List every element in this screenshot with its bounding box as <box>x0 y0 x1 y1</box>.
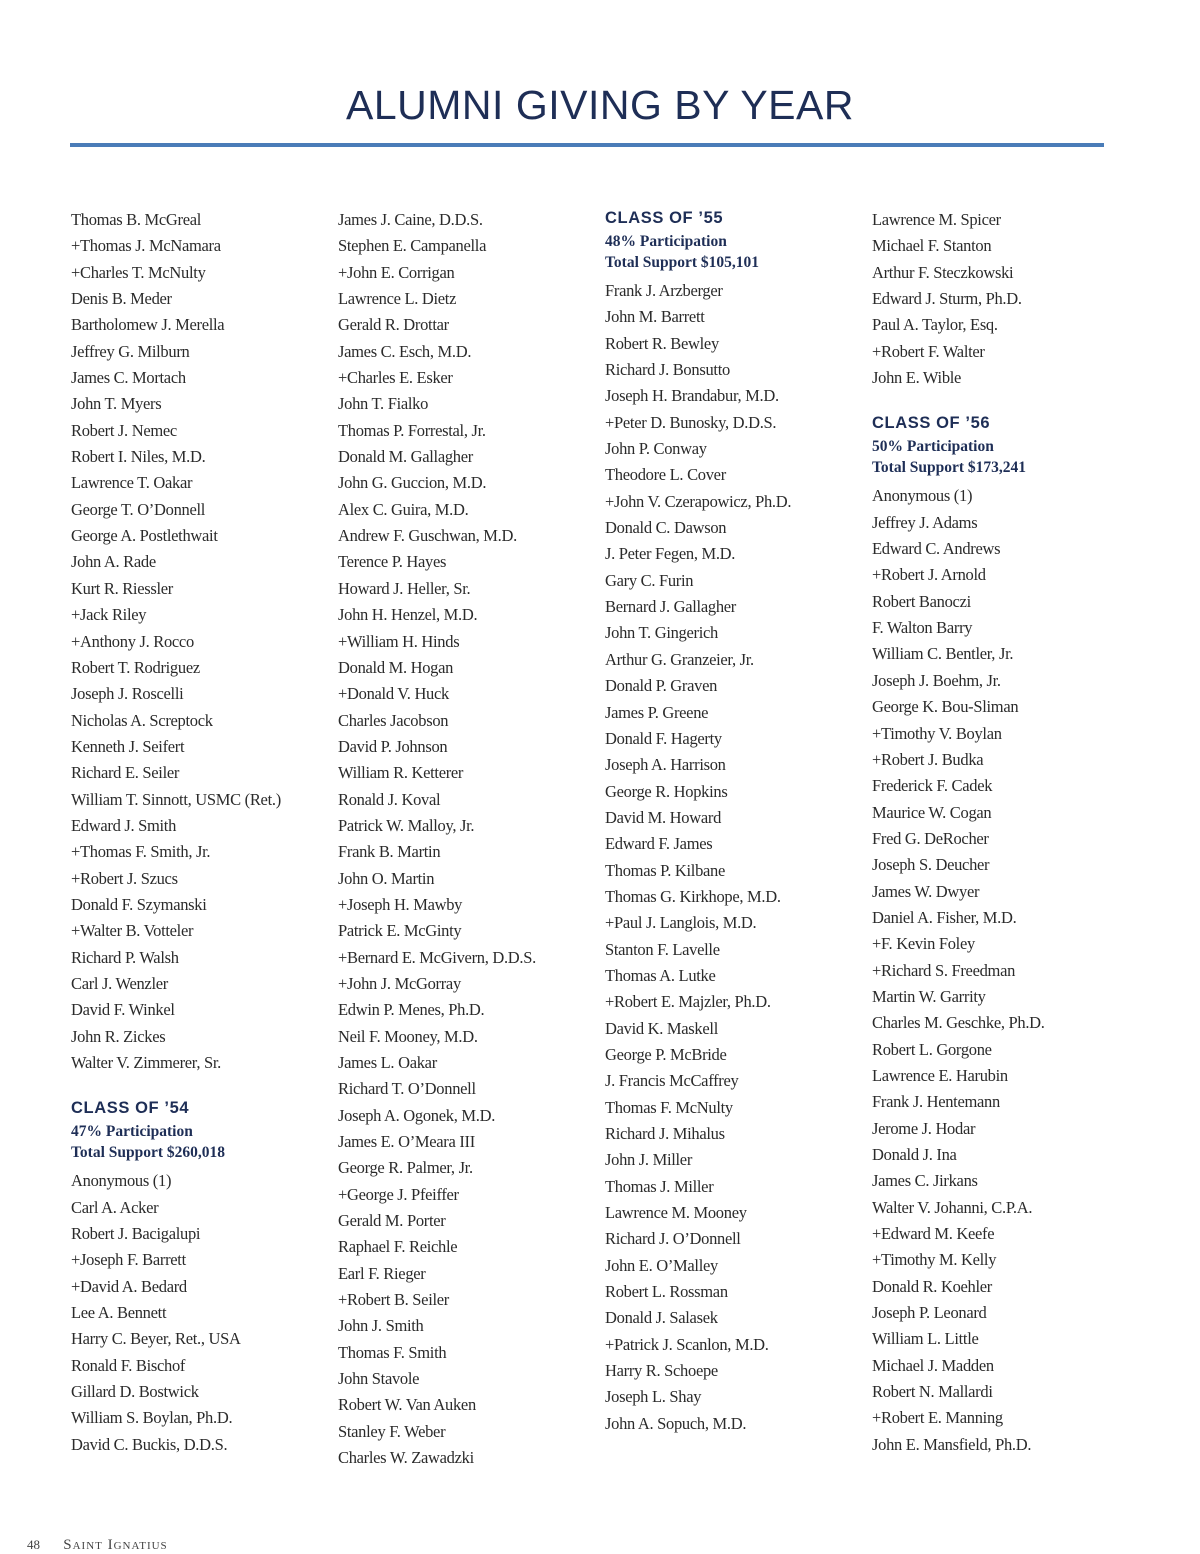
donor-name: Robert W. Van Auken <box>338 1395 476 1415</box>
donor-name: John O. Martin <box>338 868 435 888</box>
donor-name: William R. Ketterer <box>338 763 464 783</box>
donor-name: Robert N. Mallardi <box>872 1382 993 1402</box>
donor-name: John E. Mansfield, Ph.D. <box>872 1434 1032 1454</box>
donor-name: Gillard D. Bostwick <box>71 1382 199 1402</box>
donor-name: James C. Jirkans <box>872 1171 978 1191</box>
donor-name: Michael J. Madden <box>872 1355 994 1375</box>
donor-name: +John V. Czerapowicz, Ph.D. <box>605 491 792 511</box>
donor-name: William S. Boylan, Ph.D. <box>71 1408 233 1428</box>
donor-name: +Robert E. Majzler, Ph.D. <box>605 992 771 1012</box>
donor-name: David K. Maskell <box>605 1018 718 1038</box>
donor-name: Patrick E. McGinty <box>338 921 462 941</box>
donor-name: Lawrence M. Spicer <box>872 210 1001 229</box>
donor-name: Richard J. O’Donnell <box>605 1229 741 1249</box>
donor-name: +Thomas J. McNamara <box>71 236 221 256</box>
donor-name: John P. Conway <box>605 439 707 459</box>
donor-name: Arthur F. Steczkowski <box>872 262 1014 282</box>
donor-name: Nicholas A. Screptock <box>71 710 213 730</box>
donor-name: Richard T. O’Donnell <box>338 1079 476 1099</box>
donor-name: David F. Winkel <box>71 1000 175 1020</box>
donor-name: Howard J. Heller, Sr. <box>338 578 471 598</box>
page-footer <box>27 1537 168 1554</box>
donor-name: George P. McBride <box>605 1044 727 1064</box>
donor-name: Gerald R. Drottar <box>338 315 449 335</box>
donor-name: Donald M. Gallagher <box>338 447 473 467</box>
donor-name: +Timothy V. Boylan <box>872 723 1002 743</box>
donor-name: Edward J. Smith <box>71 815 177 835</box>
donor-name: Stanton F. Lavelle <box>605 939 720 959</box>
donor-name: Robert I. Niles, M.D. <box>71 447 206 467</box>
donor-name: John E. Wible <box>872 368 962 388</box>
donor-name: +Timothy M. Kelly <box>872 1250 997 1270</box>
class-section <box>71 1097 321 1458</box>
donor-name: George A. Postlethwait <box>71 526 218 546</box>
donor-name: George R. Hopkins <box>605 781 728 801</box>
donor-name: James J. Caine, D.D.S. <box>338 210 483 229</box>
donor-name: Robert Banoczi <box>872 591 971 611</box>
donor-name: +John E. Corrigan <box>338 262 455 282</box>
name-list <box>338 207 588 1472</box>
donor-name: Donald M. Hogan <box>338 657 454 677</box>
donor-name: John E. O’Malley <box>605 1255 718 1275</box>
donor-name: Richard J. Bonsutto <box>605 360 730 380</box>
donor-name: Carl J. Wenzler <box>71 973 168 993</box>
donor-name: William C. Bentler, Jr. <box>872 644 1014 664</box>
column-3 <box>605 207 855 1437</box>
donor-name: +Robert J. Budka <box>872 749 984 769</box>
donor-name: Frank J. Hentemann <box>872 1092 1000 1112</box>
page-number: 48 <box>27 1537 40 1552</box>
donor-name: +Charles E. Esker <box>338 368 453 388</box>
donor-name: Edward J. Sturm, Ph.D. <box>872 289 1022 309</box>
donor-name: +Robert J. Szucs <box>71 868 178 888</box>
donor-name: John R. Zickes <box>71 1026 166 1046</box>
donor-name: John A. Rade <box>71 552 156 572</box>
donor-name: Ronald F. Bischof <box>71 1355 186 1375</box>
donor-name: Arthur G. Granzeier, Jr. <box>605 649 754 669</box>
donor-name: +Robert F. Walter <box>872 341 985 361</box>
donor-name: James C. Mortach <box>71 368 186 388</box>
donor-name: William L. Little <box>872 1329 979 1349</box>
donor-name: Joseph A. Harrison <box>605 755 726 775</box>
donor-name: Maurice W. Cogan <box>872 802 992 822</box>
donor-name: Robert L. Gorgone <box>872 1039 992 1059</box>
donor-name: George T. O’Donnell <box>71 499 206 519</box>
donor-name: Joseph P. Leonard <box>872 1303 987 1323</box>
donor-name: Paul A. Taylor, Esq. <box>872 315 998 335</box>
class-heading: CLASS OF ’56 <box>872 414 991 433</box>
donor-name: +Edward M. Keefe <box>872 1224 995 1244</box>
donor-name: William T. Sinnott, USMC (Ret.) <box>71 789 281 809</box>
column-1 <box>71 207 321 1458</box>
donor-name: Charles W. Zawadzki <box>338 1448 474 1468</box>
donor-name: +Jack Riley <box>71 605 147 625</box>
donor-name: Kenneth J. Seifert <box>71 736 185 756</box>
donor-name: Thomas G. Kirkhope, M.D. <box>605 886 781 906</box>
donor-name: Richard E. Seiler <box>71 763 180 783</box>
donor-name: Richard P. Walsh <box>71 947 179 967</box>
title-rule <box>70 143 1104 147</box>
donor-name: John A. Sopuch, M.D. <box>605 1413 747 1433</box>
donor-name: Earl F. Rieger <box>338 1263 426 1283</box>
donor-name: J. Francis McCaffrey <box>605 1071 739 1091</box>
donor-name: John Stavole <box>338 1369 420 1389</box>
donor-name: Raphael F. Reichle <box>338 1237 458 1257</box>
donor-name: James C. Esch, M.D. <box>338 341 472 361</box>
donor-name: David P. Johnson <box>338 736 448 756</box>
donor-name: Donald C. Dawson <box>605 518 727 538</box>
donor-name: +Patrick J. Scanlon, M.D. <box>605 1334 769 1354</box>
page-title: ALUMNI GIVING BY YEAR <box>346 82 854 128</box>
donor-name: Joseph J. Roscelli <box>71 684 184 704</box>
donor-name: James W. Dwyer <box>872 881 980 901</box>
donor-name: Thomas J. Miller <box>605 1176 714 1196</box>
donor-name: Frank J. Arzberger <box>605 281 723 300</box>
donor-name: Donald F. Szymanski <box>71 894 207 914</box>
donor-name: Martin W. Garrity <box>872 986 986 1006</box>
donor-name: +Walter B. Votteler <box>71 921 194 941</box>
donor-name: Patrick W. Malloy, Jr. <box>338 815 475 835</box>
donor-name: Bartholomew J. Merella <box>71 315 225 335</box>
total-support: Total Support $173,241 <box>872 459 1027 477</box>
donor-name: Anonymous (1) <box>71 1171 172 1191</box>
donor-name: +Robert J. Arnold <box>872 565 986 585</box>
donor-name: Lawrence T. Oakar <box>71 473 193 493</box>
donor-name: Donald F. Hagerty <box>605 728 722 748</box>
donor-name: Robert J. Bacigalupi <box>71 1224 201 1244</box>
donor-name: Robert L. Rossman <box>605 1282 728 1302</box>
donor-name: +Joseph F. Barrett <box>71 1250 186 1270</box>
donor-name: +Robert B. Seiler <box>338 1290 449 1310</box>
donor-name: Walter V. Zimmerer, Sr. <box>71 1053 221 1072</box>
donor-name: +Charles T. McNulty <box>71 262 206 282</box>
donor-name: John T. Gingerich <box>605 623 718 643</box>
donor-name: Donald J. Salasek <box>605 1308 718 1328</box>
donor-name: Thomas F. Smith <box>338 1342 447 1362</box>
participation-rate: 50% Participation <box>872 438 994 456</box>
donor-name: Terence P. Hayes <box>338 552 447 572</box>
donor-name: +Anthony J. Rocco <box>71 631 194 651</box>
donor-name: Thomas B. McGreal <box>71 210 202 229</box>
donor-name: Thomas P. Kilbane <box>605 860 726 880</box>
donor-name: Stephen E. Campanella <box>338 236 487 256</box>
donor-name: Daniel A. Fisher, M.D. <box>872 907 1017 927</box>
class-stats <box>71 1121 321 1163</box>
donor-name: Edward C. Andrews <box>872 539 1001 559</box>
donor-name: +William H. Hinds <box>338 631 460 651</box>
donor-name: John H. Henzel, M.D. <box>338 605 478 625</box>
class-heading: CLASS OF ’55 <box>605 209 724 227</box>
class-section <box>872 412 1122 1458</box>
donor-name: Jeffrey J. Adams <box>872 512 978 532</box>
donor-name: +John J. McGorray <box>338 973 461 993</box>
donor-name: Andrew F. Guschwan, M.D. <box>338 526 517 546</box>
donor-name: Frank B. Martin <box>338 842 441 862</box>
donor-name: Edward F. James <box>605 834 713 854</box>
donor-name: Edwin P. Menes, Ph.D. <box>338 1000 485 1020</box>
donor-name: Lawrence E. Harubin <box>872 1065 1008 1085</box>
donor-name: Harry R. Schoepe <box>605 1361 718 1381</box>
donor-name: Joseph H. Brandabur, M.D. <box>605 386 779 406</box>
donor-name: Joseph L. Shay <box>605 1387 702 1407</box>
donor-name: +Richard S. Freedman <box>872 960 1016 980</box>
donor-name: Robert R. Bewley <box>605 333 719 353</box>
donor-name: J. Peter Fegen, M.D. <box>605 544 736 564</box>
donor-name: Denis B. Meder <box>71 289 172 309</box>
donor-name: David C. Buckis, D.D.S. <box>71 1434 228 1454</box>
donor-name: Thomas F. McNulty <box>605 1097 733 1117</box>
name-list <box>71 207 321 1076</box>
donor-name: John T. Myers <box>71 394 162 414</box>
participation-rate: 47% Participation <box>71 1123 193 1141</box>
donor-name: John J. Smith <box>338 1316 424 1336</box>
class-stats <box>605 231 855 273</box>
donor-name: +Bernard E. McGivern, D.D.S. <box>338 947 536 967</box>
donor-name: Richard J. Mihalus <box>605 1124 725 1143</box>
donor-name: James L. Oakar <box>338 1053 437 1072</box>
donor-name: John G. Guccion, M.D. <box>338 473 487 493</box>
donor-name: James E. O’Meara III <box>338 1132 475 1152</box>
donor-name: Joseph J. Boehm, Jr. <box>872 670 1001 690</box>
donor-name: Ronald J. Koval <box>338 789 441 809</box>
donor-name: +Paul J. Langlois, M.D. <box>605 913 757 933</box>
donor-name: +Peter D. Bunosky, D.D.S. <box>605 412 777 432</box>
donor-name: +George J. Pfeiffer <box>338 1184 459 1204</box>
donor-name: Walter V. Johanni, C.P.A. <box>872 1197 1033 1217</box>
donor-name: Neil F. Mooney, M.D. <box>338 1026 478 1046</box>
donor-name: Donald P. Graven <box>605 676 718 696</box>
donor-name: James P. Greene <box>605 702 709 722</box>
total-support: Total Support $105,101 <box>605 254 760 271</box>
donor-name: +Robert E. Manning <box>872 1408 1003 1428</box>
donor-name: George R. Palmer, Jr. <box>338 1158 473 1178</box>
class-heading: CLASS OF ’54 <box>71 1099 190 1118</box>
total-support: Total Support $260,018 <box>71 1144 226 1162</box>
column-2 <box>338 207 588 1472</box>
donor-name: F. Walton Barry <box>872 618 973 638</box>
donor-name: Kurt R. Riessler <box>71 578 173 598</box>
class-section <box>605 207 855 1437</box>
column-4 <box>872 207 1122 1458</box>
donor-name: Fred G. DeRocher <box>872 828 989 848</box>
donor-name: Charles M. Geschke, Ph.D. <box>872 1013 1045 1033</box>
donor-name: Thomas P. Forrestal, Jr. <box>338 420 486 440</box>
donor-name: Gerald M. Porter <box>338 1211 446 1231</box>
donor-name: Robert J. Nemec <box>71 420 177 440</box>
publication-name: Saint Ignatius <box>63 1537 168 1553</box>
donor-name: Jerome J. Hodar <box>872 1118 976 1138</box>
donor-name: Donald J. Ina <box>872 1145 957 1164</box>
donor-name: Jeffrey G. Milburn <box>71 341 190 361</box>
donor-name: +Donald V. Huck <box>338 684 449 704</box>
donor-name: Carl A. Acker <box>71 1197 159 1217</box>
class-stats <box>872 436 1122 478</box>
donor-name: Anonymous (1) <box>872 486 973 506</box>
donor-name: Stanley F. Weber <box>338 1421 446 1441</box>
donor-name: John J. Miller <box>605 1150 693 1170</box>
donor-name: Gary C. Furin <box>605 570 694 590</box>
donor-name: Robert T. Rodriguez <box>71 657 200 677</box>
donor-name: David M. Howard <box>605 807 722 827</box>
donor-name: John T. Fialko <box>338 394 429 414</box>
donor-name: John M. Barrett <box>605 307 705 327</box>
donor-name: +Joseph H. Mawby <box>338 894 463 914</box>
donor-name: Donald R. Koehler <box>872 1276 992 1296</box>
donor-name: +David A. Bedard <box>71 1276 187 1296</box>
donor-name: George K. Bou-Sliman <box>872 697 1019 717</box>
donor-name: Joseph A. Ogonek, M.D. <box>338 1105 496 1125</box>
donor-name: Lawrence M. Mooney <box>605 1203 747 1223</box>
donor-name: +F. Kevin Foley <box>872 934 975 954</box>
donor-name: Michael F. Stanton <box>872 236 992 256</box>
donor-name: Harry C. Beyer, Ret., USA <box>71 1329 241 1349</box>
donor-name: Bernard J. Gallagher <box>605 597 736 617</box>
donor-name: Charles Jacobson <box>338 710 449 730</box>
name-list <box>872 207 1122 391</box>
participation-rate: 48% Participation <box>605 233 727 250</box>
donor-name: Lee A. Bennett <box>71 1303 167 1323</box>
donor-name: Joseph S. Deucher <box>872 855 990 875</box>
donor-name: Frederick F. Cadek <box>872 776 993 796</box>
donor-name: Alex C. Guira, M.D. <box>338 499 469 519</box>
donor-name: Lawrence L. Dietz <box>338 289 457 309</box>
donor-name: Thomas A. Lutke <box>605 965 716 985</box>
donor-name: Theodore L. Cover <box>605 465 726 485</box>
donor-name: +Thomas F. Smith, Jr. <box>71 842 211 862</box>
